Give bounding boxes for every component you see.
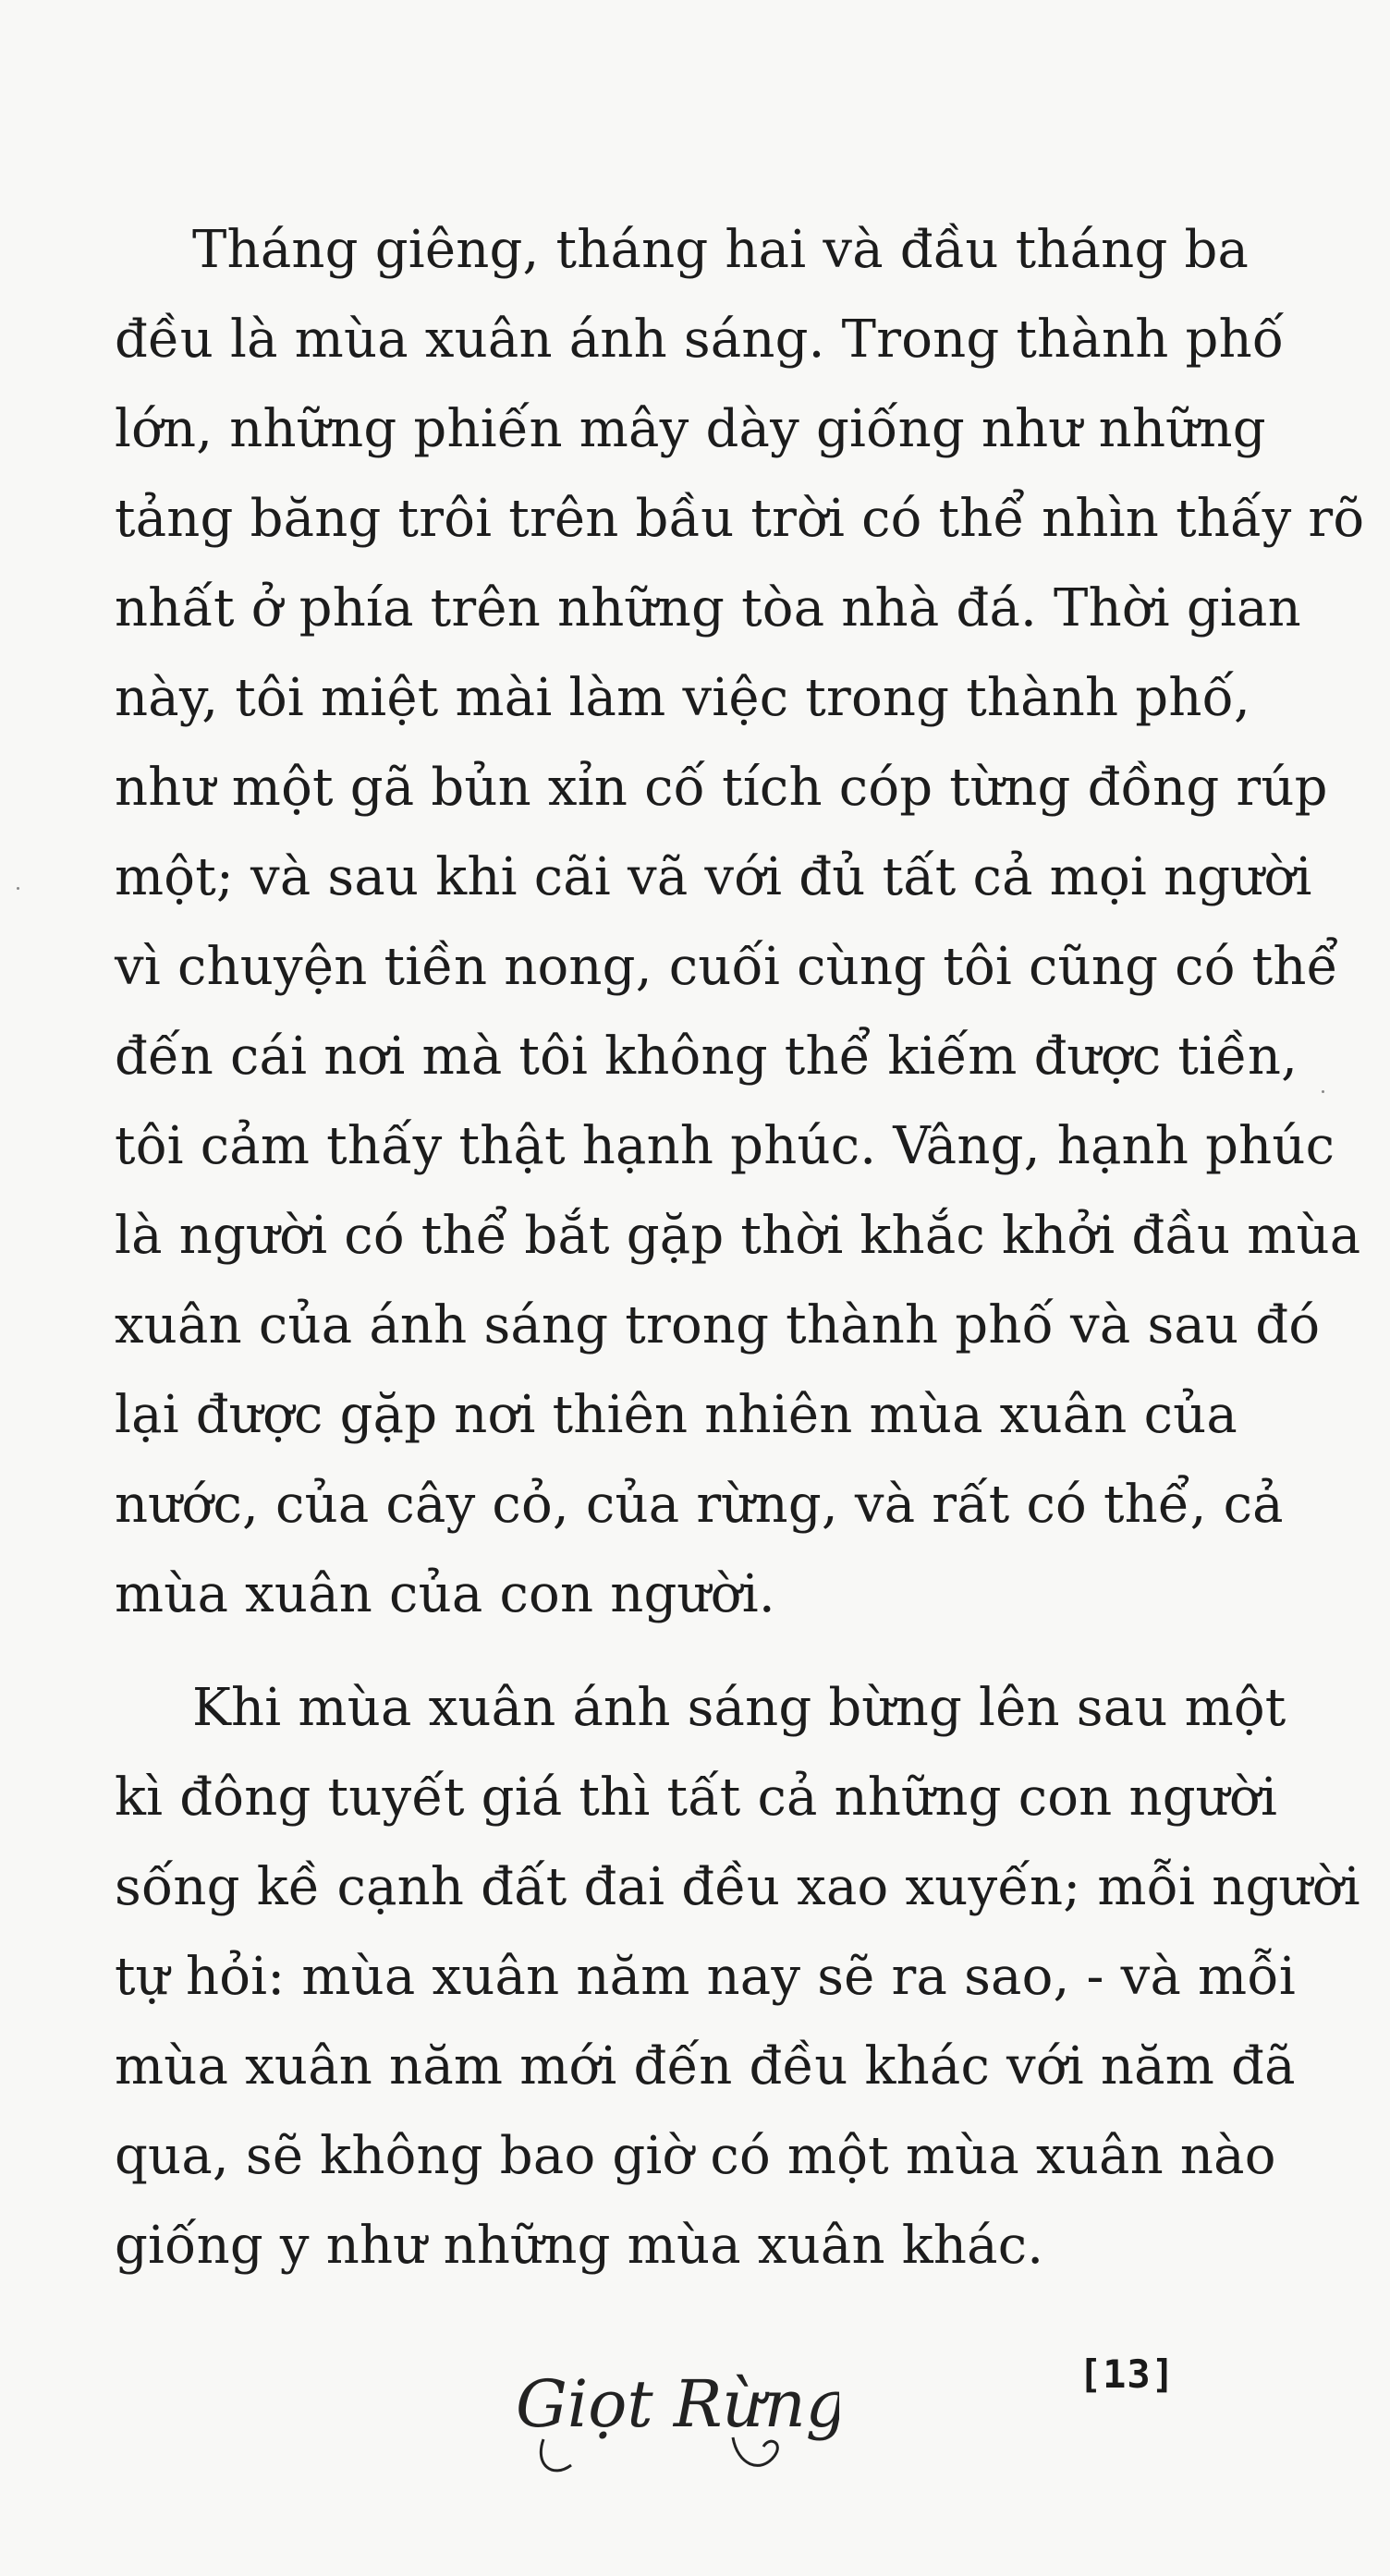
text-line: nhất ở phía trên những tòa nhà đá. Thời gian [115, 578, 1301, 638]
book-title-logo-text: Giọt Rừng [516, 2366, 839, 2442]
scan-speck [17, 887, 19, 890]
book-title-logo [506, 2354, 839, 2484]
text-line: một; và sau khi cãi vã với đủ tất cả mọi người [115, 847, 1312, 907]
text-line: mùa xuân năm mới đến đều khác với năm đã [115, 2036, 1296, 2096]
page-number: [13] [1078, 2351, 1176, 2397]
text-line: lại được gặp nơi thiên nhiên mùa xuân của [115, 1385, 1238, 1445]
book-title-logo-graphic [506, 2354, 839, 2484]
text-line: nước, của cây cỏ, của rừng, và rất có thể, cả [115, 1475, 1284, 1535]
text-line: là người có thể bắt gặp thời khắc khởi đầu mùa [115, 1206, 1361, 1266]
text-line: này, tôi miệt mài làm việc trong thành phố, [115, 668, 1251, 728]
text-line: tự hỏi: mùa xuân năm nay sẽ ra sao, - và mỗi [115, 1947, 1296, 2007]
text-line: đến cái nơi mà tôi không thể kiếm được tiền, [115, 1027, 1299, 1087]
text-line: giống y như những mùa xuân khác. [115, 2216, 1044, 2276]
paragraph-2 [115, 1663, 1360, 2290]
text-line: như một gã bủn xỉn cố tích cóp từng đồng rúp [115, 758, 1328, 818]
paragraph-1 [115, 205, 1365, 1639]
logo-flourish-icon [541, 2439, 571, 2471]
text-line: tảng băng trôi trên bầu trời có thể nhìn thấy rõ [115, 489, 1365, 549]
text-line: qua, sẽ không bao giờ có một mùa xuân nào [115, 2126, 1276, 2186]
text-line: lớn, những phiến mây dày giống như những [115, 399, 1266, 459]
text-line: Khi mùa xuân ánh sáng bừng lên sau một [192, 1678, 1286, 1738]
text-line: đều là mùa xuân ánh sáng. Trong thành phố [115, 310, 1285, 370]
text-line: mùa xuân của con người. [115, 1564, 775, 1624]
text-line: sống kề cạnh đất đai đều xao xuyến; mỗi người [115, 1857, 1360, 1917]
text-line: Tháng giêng, tháng hai và đầu tháng ba [192, 220, 1250, 280]
text-line: tôi cảm thấy thật hạnh phúc. Vâng, hạnh phúc [115, 1116, 1335, 1176]
text-line: vì chuyện tiền nong, cuối cùng tôi cũng có thể [115, 937, 1339, 997]
scan-speck [1322, 1090, 1324, 1093]
text-line: xuân của ánh sáng trong thành phố và sau đó [115, 1295, 1321, 1355]
text-line: kì đông tuyết giá thì tất cả những con người [115, 1768, 1278, 1828]
